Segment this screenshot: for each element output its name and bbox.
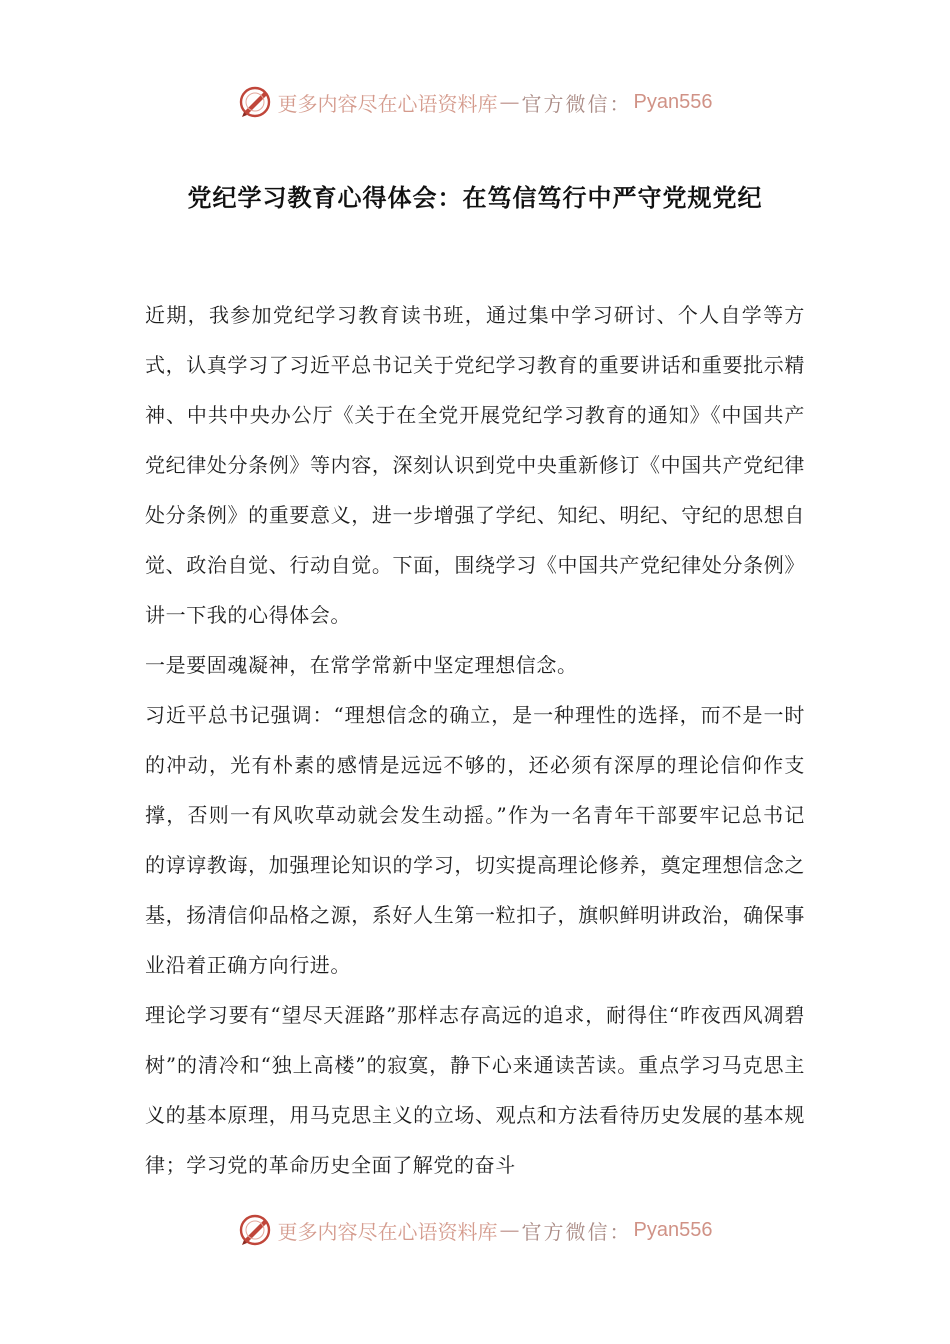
pen-logo-icon xyxy=(238,85,272,119)
document-title: 党纪学习教育心得体会：在笃信笃行中严守党规党纪 xyxy=(187,184,763,212)
watermark-site-name: 更多内容尽在心语资料库 xyxy=(277,91,498,116)
pen-logo-icon xyxy=(238,1213,272,1247)
watermark-wechat-id: Pyan556 xyxy=(633,90,713,113)
footer-watermark xyxy=(0,1208,950,1252)
watermark-site-name: 更多内容尽在心语资料库 xyxy=(277,1219,498,1244)
header-watermark xyxy=(0,80,950,124)
paragraph-intro: 近期，我参加党纪学习教育读书班，通过集中学习研讨、个人自学等方式，认真学习了习近平总书记关于党纪学习教育的重要讲话和重要批示精神、中共中央办公厅《关于在全党开展党纪学习教育的通知》《中国共产党纪律处分条例》等内容，深刻认识到党中央重新修订《中国共产党纪律处分条例》的重要意义，进一步增强了学纪、知纪、明纪、守纪的思想自觉、政治自觉、行动自觉。下面，围绕学习《中国共产党纪律处分条例》讲一下我的心得体会。 xyxy=(145,303,805,627)
paragraph-section-heading: 一是要固魂凝神，在常学常新中坚定理想信念。 xyxy=(145,653,578,677)
document-body xyxy=(145,290,805,1190)
watermark-dash: — xyxy=(499,1218,520,1242)
watermark-dash: — xyxy=(499,90,520,114)
watermark-wechat-id: Pyan556 xyxy=(633,1218,713,1241)
watermark-wechat-label: 官方微信： xyxy=(521,1219,632,1244)
paragraph-theory-study: 理论学习要有“望尽天涯路”那样志存高远的追求，耐得住“昨夜西风凋碧树”的清冷和“独上高楼”的寂寞，静下心来通读苦读。重点学习马克思主义的基本原理，用马克思主义的立场、观点和方法看待历史发展的基本规律；学习党的革命历史全面了解党的奋斗 xyxy=(145,1003,805,1177)
paragraph-quote: 习近平总书记强调：“理想信念的确立，是一种理性的选择，而不是一时的冲动，光有朴素的感情是远远不够的，还必须有深厚的理论信仰作支撑，否则一有风吹草动就会发生动摇。”作为一名青年干部要牢记总书记的谆谆教诲，加强理论知识的学习，切实提高理论修养，奠定理想信念之基，扬清信仰品格之源，系好人生第一粒扣子，旗帜鲜明讲政治，确保事业沿着正确方向行进。 xyxy=(145,703,805,977)
watermark-wechat-label: 官方微信： xyxy=(521,91,632,116)
